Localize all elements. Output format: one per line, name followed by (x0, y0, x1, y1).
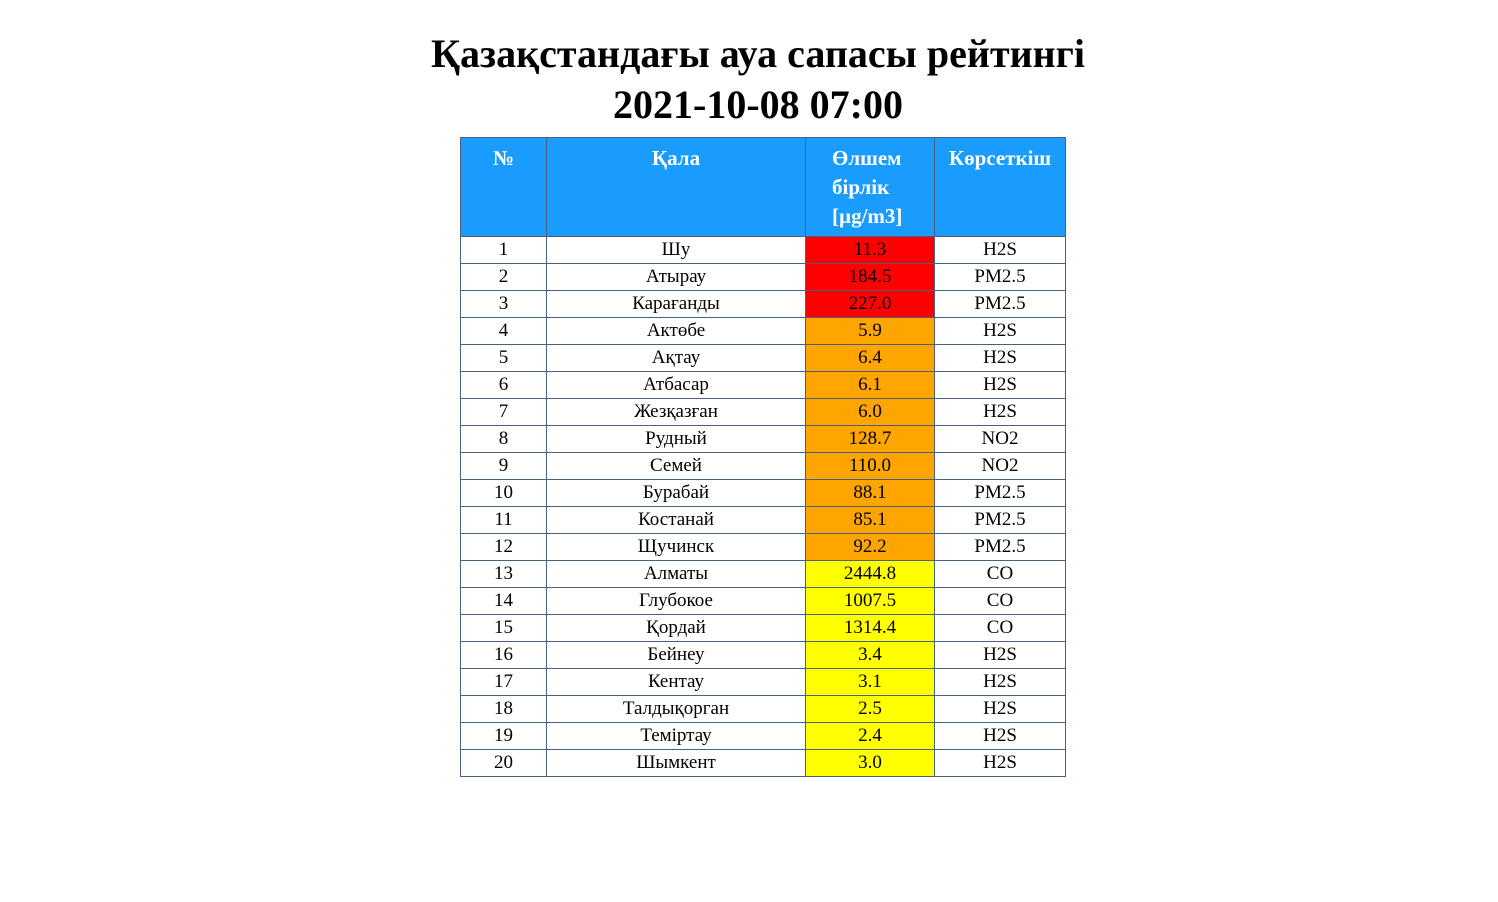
row-number-cell: 10 (461, 480, 547, 507)
row-number-cell: 14 (461, 588, 547, 615)
row-number-cell: 16 (461, 642, 547, 669)
table-row (461, 264, 1066, 291)
indicator-cell: H2S (935, 723, 1066, 750)
table-row (461, 669, 1066, 696)
column-header-unit: Өлшем бірлік [µg/m3] (806, 138, 935, 237)
indicator-cell: H2S (935, 642, 1066, 669)
city-cell: Глубокое (547, 588, 806, 615)
table-row (461, 507, 1066, 534)
page-title (0, 28, 1498, 130)
city-cell: Қордай (547, 615, 806, 642)
row-number-cell: 8 (461, 426, 547, 453)
indicator-cell: NO2 (935, 426, 1066, 453)
table-row (461, 372, 1066, 399)
row-number-cell: 17 (461, 669, 547, 696)
row-number-cell: 1 (461, 237, 547, 264)
table-row (461, 696, 1066, 723)
row-number-cell: 12 (461, 534, 547, 561)
city-cell: Шу (547, 237, 806, 264)
row-number-cell: 13 (461, 561, 547, 588)
table-row (461, 723, 1066, 750)
value-cell: 2444.8 (806, 561, 935, 588)
value-cell: 184.5 (806, 264, 935, 291)
indicator-cell: H2S (935, 318, 1066, 345)
value-cell: 128.7 (806, 426, 935, 453)
column-header-number: № (461, 138, 547, 237)
table-row (461, 642, 1066, 669)
table-header (461, 138, 1066, 237)
value-cell: 88.1 (806, 480, 935, 507)
value-cell: 6.0 (806, 399, 935, 426)
city-cell: Теміртау (547, 723, 806, 750)
row-number-cell: 20 (461, 750, 547, 777)
value-cell: 2.5 (806, 696, 935, 723)
indicator-cell: CO (935, 561, 1066, 588)
indicator-cell: H2S (935, 372, 1066, 399)
city-cell: Ақтау (547, 345, 806, 372)
row-number-cell: 5 (461, 345, 547, 372)
indicator-cell: H2S (935, 237, 1066, 264)
row-number-cell: 18 (461, 696, 547, 723)
column-header-indicator: Көрсеткіш (935, 138, 1066, 237)
city-cell: Атбасар (547, 372, 806, 399)
value-cell: 92.2 (806, 534, 935, 561)
city-cell: Рудный (547, 426, 806, 453)
value-cell: 6.1 (806, 372, 935, 399)
value-cell: 3.1 (806, 669, 935, 696)
value-cell: 2.4 (806, 723, 935, 750)
value-cell: 5.9 (806, 318, 935, 345)
table-row (461, 318, 1066, 345)
city-cell: Алматы (547, 561, 806, 588)
indicator-cell: H2S (935, 750, 1066, 777)
city-cell: Семей (547, 453, 806, 480)
table-row (461, 345, 1066, 372)
value-cell: 1007.5 (806, 588, 935, 615)
row-number-cell: 2 (461, 264, 547, 291)
indicator-cell: H2S (935, 399, 1066, 426)
value-cell: 3.4 (806, 642, 935, 669)
city-cell: Актөбе (547, 318, 806, 345)
table-row (461, 399, 1066, 426)
indicator-cell: PM2.5 (935, 291, 1066, 318)
table-row (461, 291, 1066, 318)
row-number-cell: 15 (461, 615, 547, 642)
indicator-cell: PM2.5 (935, 264, 1066, 291)
city-cell: Жезқазған (547, 399, 806, 426)
row-number-cell: 9 (461, 453, 547, 480)
air-quality-table (460, 137, 1066, 777)
indicator-cell: H2S (935, 345, 1066, 372)
value-cell: 85.1 (806, 507, 935, 534)
table-row (461, 561, 1066, 588)
indicator-cell: PM2.5 (935, 534, 1066, 561)
indicator-cell: CO (935, 588, 1066, 615)
table-header-row (461, 138, 1066, 237)
title-heading: Қазақстандағы ауа сапасы рейтингі (431, 31, 1085, 76)
indicator-cell: PM2.5 (935, 507, 1066, 534)
table-row (461, 534, 1066, 561)
city-cell: Атырау (547, 264, 806, 291)
table-row (461, 615, 1066, 642)
table-row (461, 588, 1066, 615)
indicator-cell: H2S (935, 696, 1066, 723)
title-datetime: 2021-10-08 07:00 (613, 82, 903, 127)
city-cell: Кентау (547, 669, 806, 696)
city-cell: Шымкент (547, 750, 806, 777)
column-header-city: Қала (547, 138, 806, 237)
table-row (461, 453, 1066, 480)
table-row (461, 480, 1066, 507)
row-number-cell: 19 (461, 723, 547, 750)
value-cell: 11.3 (806, 237, 935, 264)
value-cell: 1314.4 (806, 615, 935, 642)
row-number-cell: 4 (461, 318, 547, 345)
value-cell: 110.0 (806, 453, 935, 480)
indicator-cell: PM2.5 (935, 480, 1066, 507)
city-cell: Щучинск (547, 534, 806, 561)
row-number-cell: 11 (461, 507, 547, 534)
row-number-cell: 6 (461, 372, 547, 399)
value-cell: 227.0 (806, 291, 935, 318)
table-row (461, 237, 1066, 264)
row-number-cell: 7 (461, 399, 547, 426)
indicator-cell: CO (935, 615, 1066, 642)
row-number-cell: 3 (461, 291, 547, 318)
value-cell: 3.0 (806, 750, 935, 777)
city-cell: Карағанды (547, 291, 806, 318)
city-cell: Талдықорган (547, 696, 806, 723)
city-cell: Бейнеу (547, 642, 806, 669)
table-row (461, 750, 1066, 777)
city-cell: Костанай (547, 507, 806, 534)
table-row (461, 426, 1066, 453)
indicator-cell: NO2 (935, 453, 1066, 480)
table-body (461, 237, 1066, 777)
value-cell: 6.4 (806, 345, 935, 372)
indicator-cell: H2S (935, 669, 1066, 696)
city-cell: Бурабай (547, 480, 806, 507)
